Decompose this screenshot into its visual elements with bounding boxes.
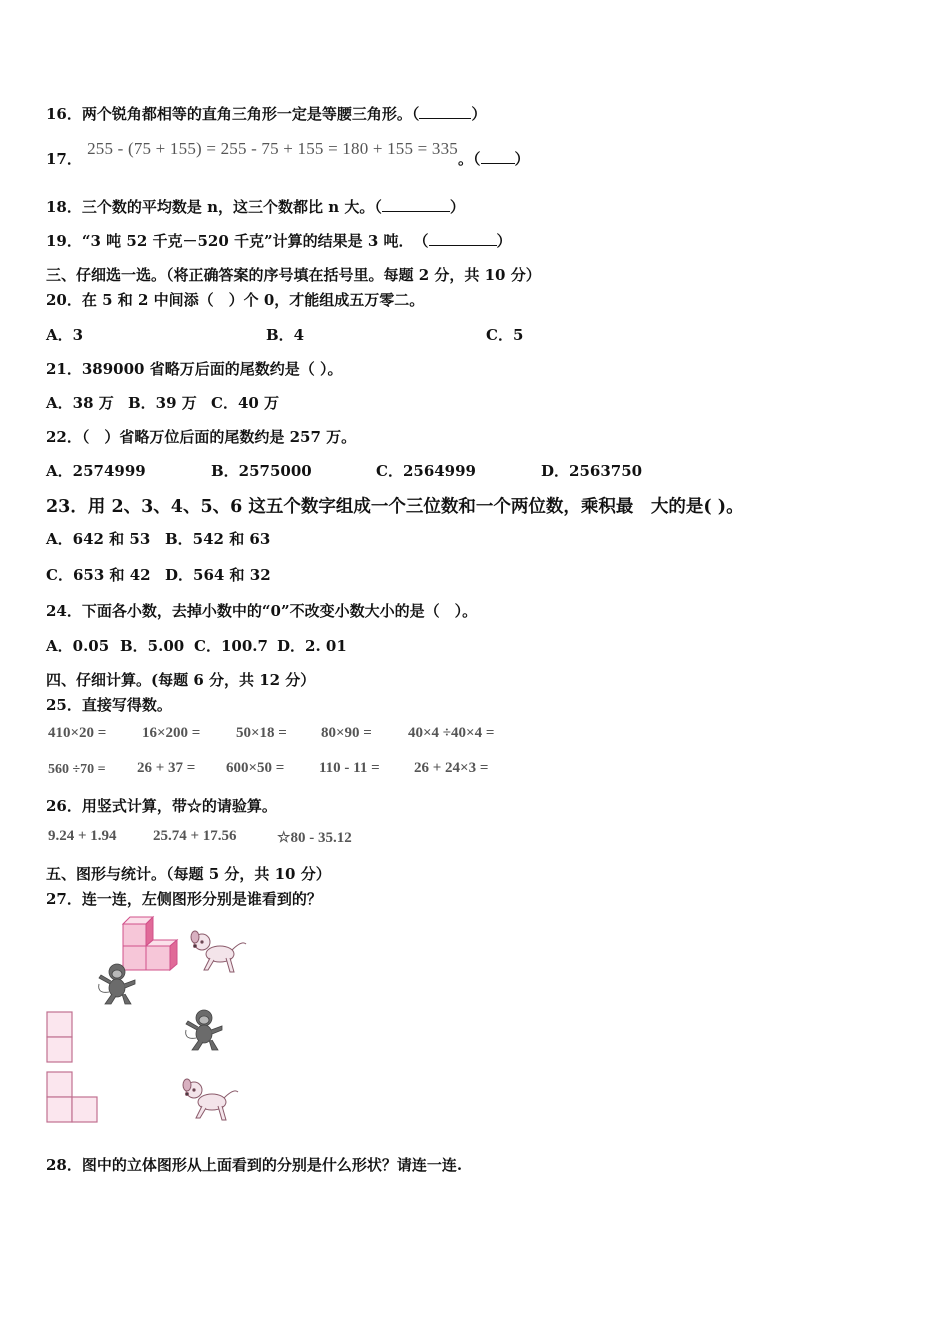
dog-icon[interactable]: [180, 1076, 242, 1124]
calc-item: 410×20 =: [48, 725, 107, 741]
option-a[interactable]: A．2574999: [46, 462, 146, 480]
question-24: 24．下面各小数，去掉小数中的“0”不改变小数大小的是（ ）。: [46, 602, 478, 620]
question-16: 16．两个锐角都相等的直角三角形一定是等腰三角形。（ ）: [46, 105, 487, 123]
calc-item: 600×50 =: [226, 760, 285, 776]
expression-17: 255 - (75 + 155) = 255 - 75 + 155 = 180 + 155 = 335: [87, 139, 458, 158]
vertical-calc-item: ☆80 - 35.12: [277, 830, 352, 846]
question-22: 22．（ ）省略万位后面的尾数约是 257 万。: [46, 428, 357, 446]
view-shape-1: [46, 1011, 74, 1063]
view-shape-2: [46, 1071, 100, 1123]
option-b[interactable]: B．4: [266, 326, 305, 344]
calc-item: 40×4 ÷40×4 =: [408, 725, 495, 741]
option-c[interactable]: C．100.7: [194, 637, 268, 655]
question-27: 27．连一连，左侧图形分别是谁看到的？: [46, 890, 322, 908]
option-a[interactable]: A．3: [46, 326, 84, 344]
option-c[interactable]: C．5: [486, 326, 524, 344]
vertical-calc-item: 9.24 + 1.94: [48, 828, 117, 844]
answer-blank[interactable]: [429, 233, 497, 246]
calc-item: 26 + 24×3 =: [414, 760, 489, 776]
vertical-calc-item: 25.74 + 17.56: [153, 828, 237, 844]
option-d[interactable]: D．2563750: [541, 462, 643, 480]
option-d[interactable]: D．2. 01: [277, 637, 347, 655]
section-5-heading: 五、图形与统计。（每题 5 分，共 10 分）: [46, 865, 331, 883]
calc-item: 80×90 =: [321, 725, 372, 741]
option-b[interactable]: B．5.00: [120, 637, 185, 655]
monkey-icon[interactable]: [180, 1008, 228, 1054]
question-23: 23．用 2、3、4、5、6 这五个数字组成一个三位数和一个两位数，乘积最 大的是( )。: [46, 497, 744, 517]
option-b[interactable]: B．542 和 63: [165, 530, 271, 548]
question-17: 17． 255 - (75 + 155) = 255 - 75 + 155 = 180 + 155 = 335。（ ）: [46, 139, 530, 168]
monkey-icon: [93, 962, 141, 1008]
answer-blank[interactable]: [382, 199, 450, 212]
answer-blank[interactable]: [419, 106, 471, 119]
section-4-heading: 四、仔细计算。(每题 6 分，共 12 分）: [46, 671, 316, 689]
calc-item: 560 ÷70 =: [48, 762, 106, 777]
option-c[interactable]: C．653 和 42: [46, 566, 151, 584]
calc-item: 16×200 =: [142, 725, 201, 741]
option-a[interactable]: A．38 万: [46, 394, 114, 412]
dog-icon: [188, 928, 250, 976]
question-18: 18．三个数的平均数是 n，这三个数都比 n 大。（ ）: [46, 198, 465, 216]
question-19: 19．“3 吨 52 千克－520 千克”计算的结果是 3 吨． （ ）: [46, 232, 512, 250]
option-d[interactable]: D．564 和 32: [165, 566, 271, 584]
option-a[interactable]: A．0.05: [46, 637, 110, 655]
calc-item: 50×18 =: [236, 725, 287, 741]
option-a[interactable]: A．642 和 53: [46, 530, 151, 548]
calc-item: 26 + 37 =: [137, 760, 196, 776]
question-25: 25．直接写得数。: [46, 696, 172, 714]
question-20: 20．在 5 和 2 中间添（ ）个 0，才能组成五万零二。: [46, 291, 425, 309]
option-b[interactable]: B．39 万: [128, 394, 197, 412]
question-28: 28．图中的立体图形从上面看到的分别是什么形状？请连一连.: [46, 1156, 463, 1174]
question-26: 26．用竖式计算，带☆的请验算。: [46, 797, 277, 815]
option-c[interactable]: C．40 万: [211, 394, 280, 412]
option-b[interactable]: B．2575000: [211, 462, 312, 480]
calc-item: 110 - 11 =: [319, 760, 380, 776]
question-21: 21．389000 省略万后面的尾数约是（ ）。: [46, 360, 343, 378]
section-3-heading: 三、仔细选一选。（将正确答案的序号填在括号里。每题 2 分，共 10 分）: [46, 266, 541, 284]
answer-blank[interactable]: [481, 151, 515, 164]
option-c[interactable]: C．2564999: [376, 462, 476, 480]
